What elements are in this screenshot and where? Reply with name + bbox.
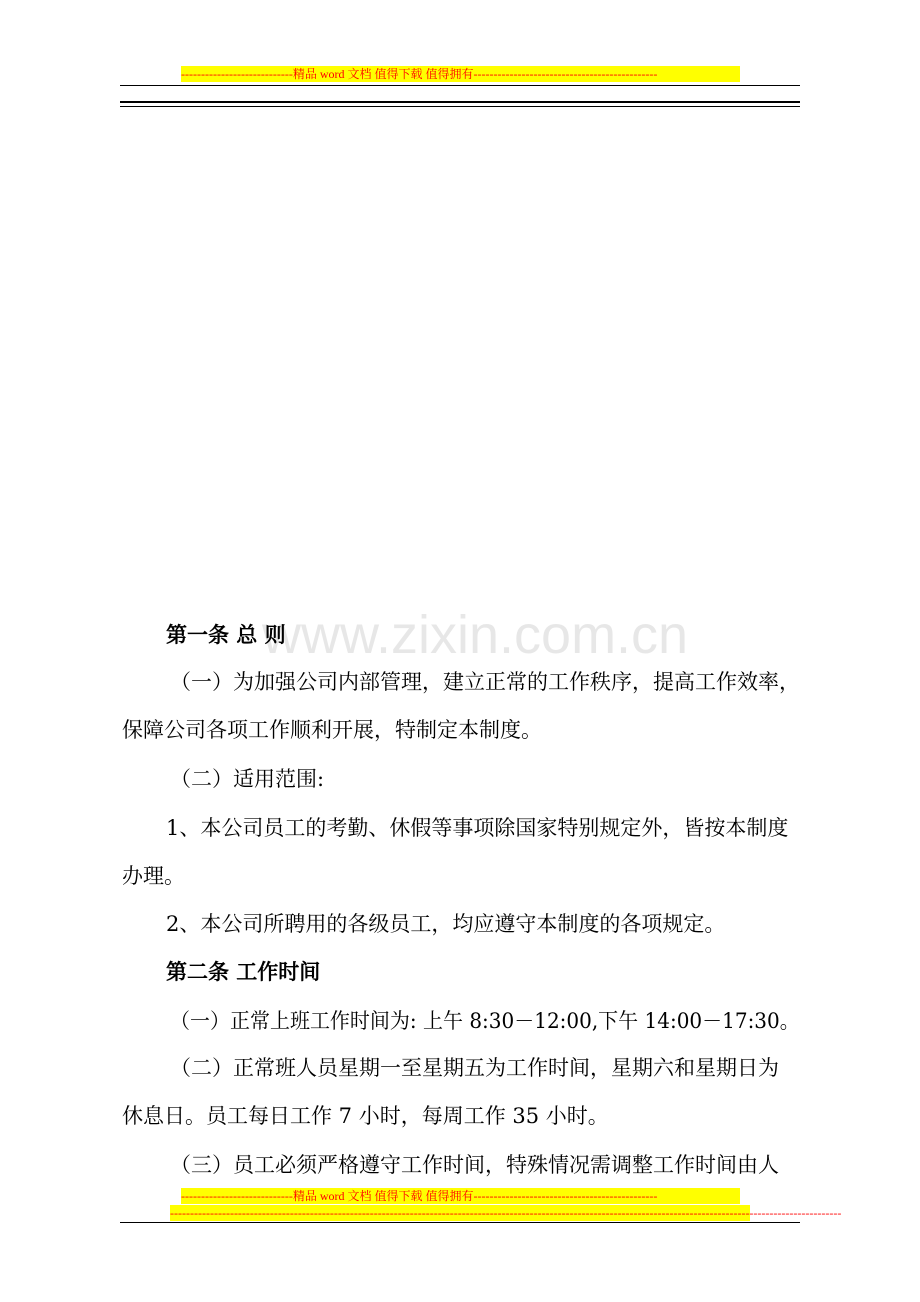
paragraph-line: 休息日。员工每日工作 7 小时，每周工作 35 小时。	[122, 1104, 609, 1128]
header-rule-thick	[120, 101, 800, 103]
footer-dash-line: ------------------------------------------------------------------------------------------------------------------------------------------------------------------------	[170, 1206, 842, 1220]
paragraph-line: （一）正常上班工作时间为: 上午 8:30－12:00,下午 14:00－17:30。	[170, 1009, 800, 1033]
footer-banner: ----------------------------精品 word 文档 值得下载 值得拥有----------------------------------------------	[181, 1188, 740, 1204]
paragraph-line: （三）员工必须严格遵守工作时间，特殊情况需调整工作时间由人	[170, 1153, 779, 1177]
section-heading-1: 第一条 总 则	[166, 623, 286, 647]
header-rule-top	[120, 85, 800, 86]
paragraph-text: （一）为加强公司内部管理，建立正常的工作秩序，提高工作效率，	[170, 670, 800, 694]
paragraph-line: （二）正常班人员星期一至星期五为工作时间，星期六和星期日为	[170, 1056, 779, 1080]
paragraph-line: （二）适用范围:	[170, 767, 325, 791]
paragraph-line: 2、本公司所聘用的各级员工，均应遵守本制度的各项规定。	[166, 912, 726, 936]
header-rule-thin	[120, 106, 800, 107]
header-banner: ----------------------------精品 word 文档 值得下载 值得拥有----------------------------------------------	[181, 66, 740, 82]
footer-rule	[120, 1222, 800, 1223]
section-heading-2: 第二条 工作时间	[166, 960, 321, 984]
paragraph-line: 保障公司各项工作顺利开展，特制定本制度。	[122, 718, 542, 742]
paragraph-line: 办理。	[122, 864, 185, 888]
watermark: www.zixin.com.cn	[262, 605, 689, 665]
paragraph-line: 1、本公司员工的考勤、休假等事项除国家特别规定外，皆按本制度	[166, 816, 789, 840]
paragraph-line	[170, 669, 800, 695]
